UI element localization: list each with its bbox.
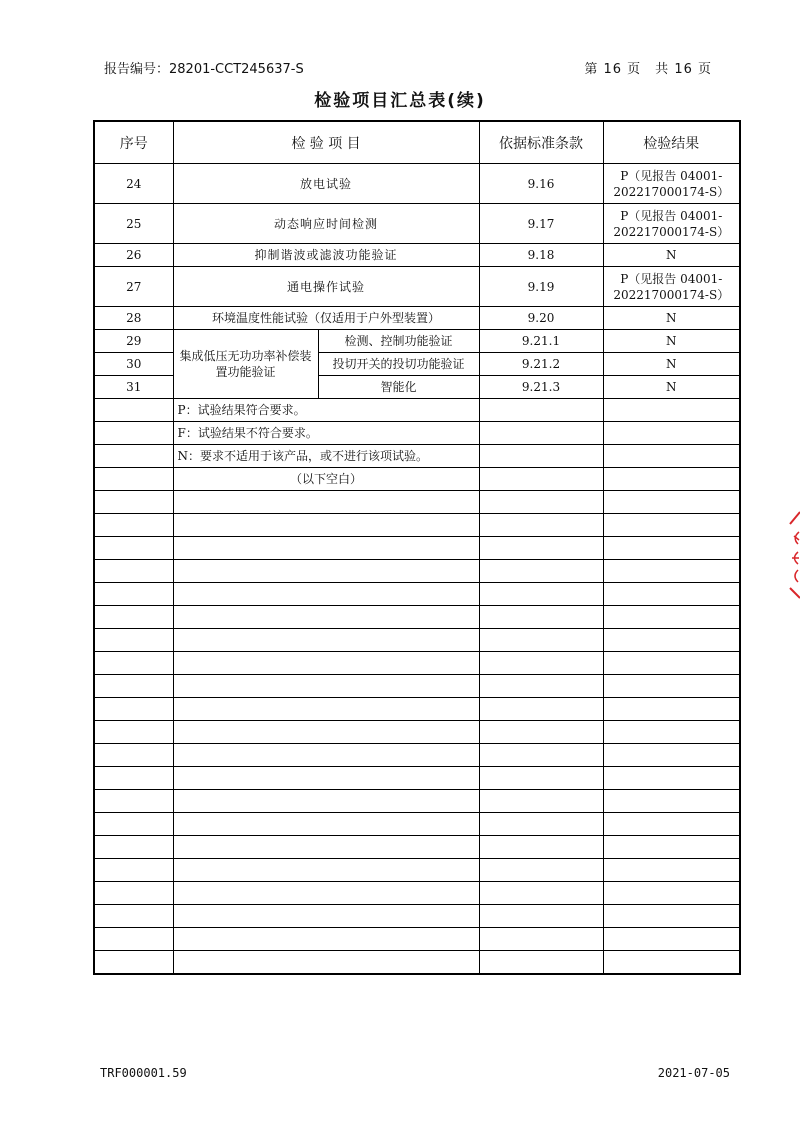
table-row <box>94 267 740 307</box>
table-row <box>94 307 740 330</box>
blank-marker: （以下空白） <box>173 468 479 491</box>
row-result: N <box>603 330 740 353</box>
row-clause: 9.21.2 <box>479 353 603 376</box>
note-row <box>94 399 740 422</box>
column-header-item: 检 验 项 目 <box>173 121 479 164</box>
issue-date: 2021-07-05 <box>657 1066 730 1080</box>
note-row <box>94 445 740 468</box>
row-item: 检测、控制功能验证 <box>318 330 479 353</box>
table-header-row <box>94 121 740 164</box>
table-row <box>94 164 740 204</box>
group-label: 集成低压无功功率补偿装置功能验证 <box>173 330 318 399</box>
row-clause: 9.21.1 <box>479 330 603 353</box>
page-info: 第 16 页 共 16 页 <box>584 62 712 77</box>
row-no: 24 <box>94 164 173 204</box>
note-na: N：要求不适用于该产品，或不进行该项试验。 <box>173 445 479 468</box>
row-no: 26 <box>94 244 173 267</box>
empty-row <box>94 882 740 905</box>
empty-row <box>94 491 740 514</box>
row-result: P（见报告 04001-202217000174-S） <box>603 164 740 204</box>
row-clause: 9.20 <box>479 307 603 330</box>
empty-row <box>94 905 740 928</box>
empty-row <box>94 675 740 698</box>
empty-row <box>94 583 740 606</box>
report-number: 报告编号：28201-CCT245637-S <box>104 62 304 77</box>
row-no: 31 <box>94 376 173 399</box>
note-fail: F：试验结果不符合要求。 <box>173 422 479 445</box>
empty-row <box>94 744 740 767</box>
empty-row <box>94 537 740 560</box>
row-no: 25 <box>94 204 173 244</box>
row-result: N <box>603 307 740 330</box>
empty-row <box>94 813 740 836</box>
row-no: 29 <box>94 330 173 353</box>
form-code: TRF000001.59 <box>100 1066 187 1080</box>
row-no: 30 <box>94 353 173 376</box>
row-item: 环境温度性能试验（仅适用于户外型装置） <box>173 307 479 330</box>
row-result: P（见报告 04001-202217000174-S） <box>603 204 740 244</box>
table-row <box>94 330 740 353</box>
row-item: 智能化 <box>318 376 479 399</box>
seal-stamp-fragment <box>786 510 800 600</box>
row-clause: 9.21.3 <box>479 376 603 399</box>
empty-row <box>94 790 740 813</box>
empty-row <box>94 698 740 721</box>
row-item: 放电试验 <box>173 164 479 204</box>
blank-marker-row <box>94 468 740 491</box>
row-result: P（见报告 04001-202217000174-S） <box>603 267 740 307</box>
column-header-clause: 依据标准条款 <box>479 121 603 164</box>
row-item: 通电操作试验 <box>173 267 479 307</box>
row-item: 动态响应时间检测 <box>173 204 479 244</box>
row-result: N <box>603 244 740 267</box>
row-no: 28 <box>94 307 173 330</box>
empty-row <box>94 606 740 629</box>
row-result: N <box>603 376 740 399</box>
note-pass: P：试验结果符合要求。 <box>173 399 479 422</box>
empty-row <box>94 560 740 583</box>
empty-row <box>94 928 740 951</box>
table-row <box>94 204 740 244</box>
row-no: 27 <box>94 267 173 307</box>
empty-row <box>94 767 740 790</box>
empty-row <box>94 951 740 975</box>
row-clause: 9.18 <box>479 244 603 267</box>
page-title: 检验项目汇总表(续) <box>314 91 486 111</box>
note-row <box>94 422 740 445</box>
table-row <box>94 244 740 267</box>
column-header-no: 序号 <box>94 121 173 164</box>
empty-row <box>94 514 740 537</box>
column-header-result: 检验结果 <box>603 121 740 164</box>
empty-row <box>94 836 740 859</box>
empty-row <box>94 721 740 744</box>
row-item: 抑制谐波或滤波功能验证 <box>173 244 479 267</box>
empty-row <box>94 652 740 675</box>
inspection-summary-table <box>93 120 741 975</box>
row-clause: 9.16 <box>479 164 603 204</box>
empty-row <box>94 859 740 882</box>
row-result: N <box>603 353 740 376</box>
empty-row <box>94 629 740 652</box>
row-clause: 9.19 <box>479 267 603 307</box>
row-item: 投切开关的投切功能验证 <box>318 353 479 376</box>
row-clause: 9.17 <box>479 204 603 244</box>
